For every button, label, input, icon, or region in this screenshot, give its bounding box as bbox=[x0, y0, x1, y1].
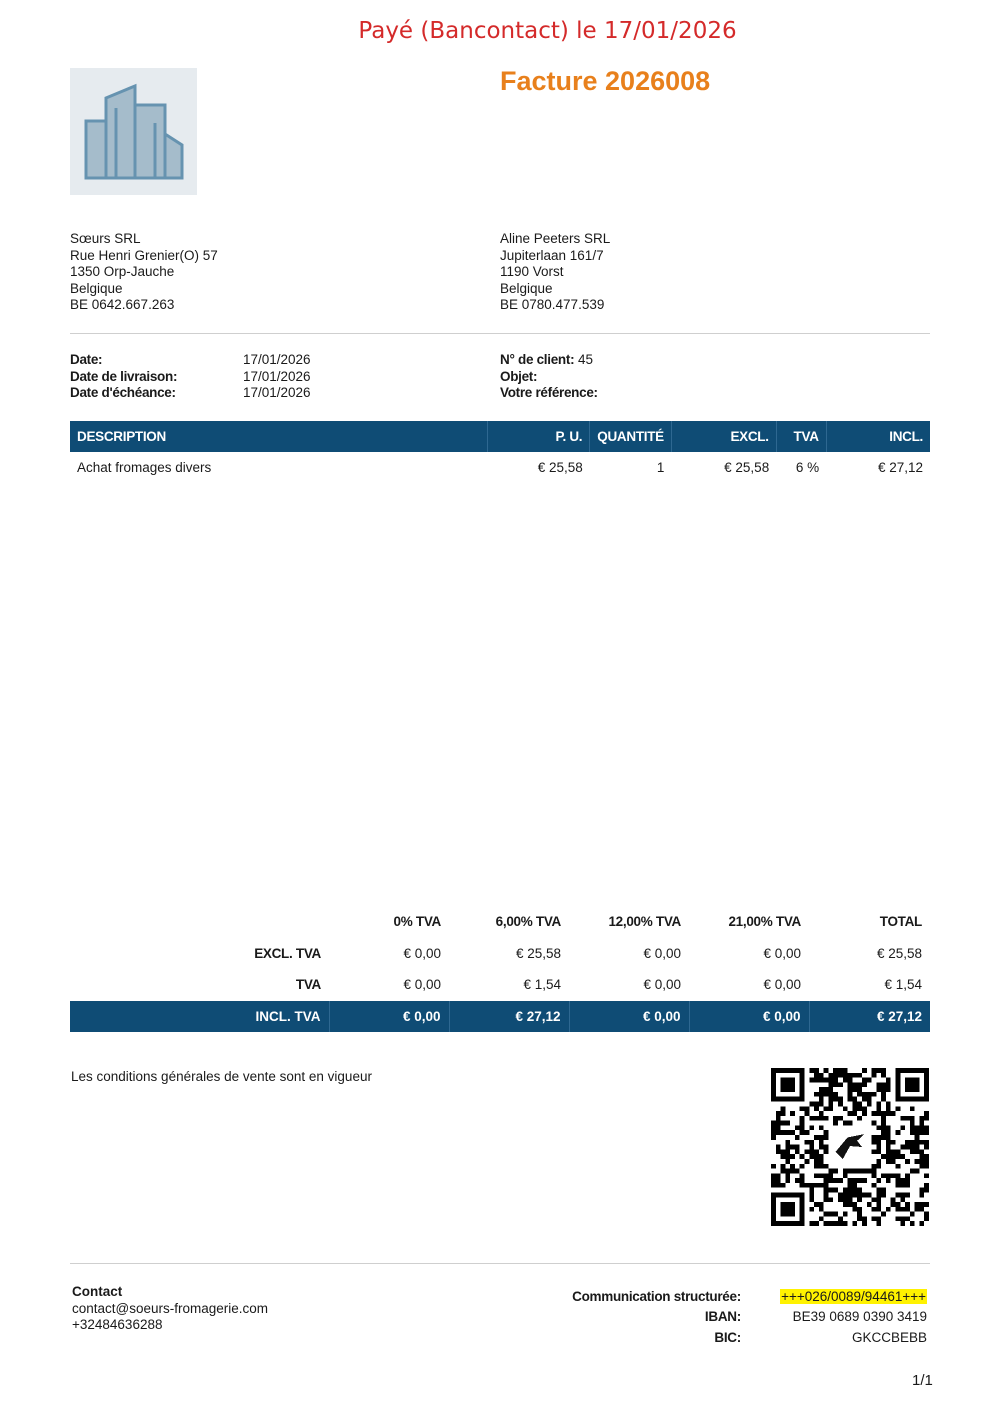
seller-city: 1350 Orp-Jauche bbox=[70, 264, 175, 279]
item-unit-price: € 25,58 bbox=[537, 460, 583, 475]
incl-vat-label: INCL. TVA bbox=[70, 1001, 329, 1033]
structured-communication-value: +++026/0089/94461+++ bbox=[781, 1288, 926, 1304]
excl-vat-label: EXCL. TVA bbox=[254, 945, 321, 961]
contact-block bbox=[72, 1284, 268, 1334]
item-description: Achat fromages divers bbox=[77, 460, 212, 475]
terms-notice: Les conditions générales de vente sont en vigueur bbox=[71, 1069, 372, 1084]
vat-totals-table bbox=[70, 906, 930, 1032]
incl-vat-12: € 0,00 bbox=[569, 1001, 689, 1033]
buyer-city: 1190 Vorst bbox=[500, 264, 564, 279]
items-table bbox=[70, 421, 930, 483]
buyer-street: Jupiterlaan 161/7 bbox=[500, 247, 604, 263]
divider-top bbox=[70, 333, 930, 334]
invoice-dates bbox=[70, 352, 311, 402]
bic-value: GKCCBEBB bbox=[851, 1329, 927, 1345]
excl-vat-12: € 0,00 bbox=[643, 945, 681, 961]
date-value: 17/01/2026 bbox=[243, 352, 311, 367]
bic-label: BIC: bbox=[714, 1329, 741, 1345]
buyer-vat: BE 0780.477.539 bbox=[500, 297, 605, 312]
item-excl: € 25,58 bbox=[724, 460, 770, 475]
contact-email: contact@soeurs-fromagerie.com bbox=[72, 1300, 269, 1316]
invoice-title: Facture 2026008 bbox=[500, 66, 711, 96]
header-unit-price: P. U. bbox=[488, 421, 590, 452]
payment-info bbox=[560, 1286, 930, 1348]
header-incl: INCL. bbox=[826, 421, 930, 452]
vat-12: € 0,00 bbox=[643, 977, 681, 993]
page-number: 1/1 bbox=[912, 1372, 933, 1389]
vat-6: € 1,54 bbox=[523, 977, 561, 993]
incl-vat-6: € 27,12 bbox=[449, 1001, 569, 1033]
payment-qr-code bbox=[771, 1068, 929, 1226]
due-date-value: 17/01/2026 bbox=[243, 385, 311, 400]
item-vat: 6 % bbox=[795, 460, 820, 475]
incl-vat-21: € 0,00 bbox=[689, 1001, 809, 1033]
contact-heading: Contact bbox=[72, 1284, 123, 1299]
seller-name: Sœurs SRL bbox=[70, 231, 141, 246]
client-number-value: 45 bbox=[578, 352, 594, 367]
header-vat: TVA bbox=[776, 421, 826, 452]
excl-vat-21: € 0,00 bbox=[763, 945, 801, 961]
header-vat-6: 6,00% TVA bbox=[495, 914, 561, 930]
iban-row bbox=[560, 1307, 930, 1328]
delivery-date-value: 17/01/2026 bbox=[243, 368, 311, 384]
vat-0: € 0,00 bbox=[403, 977, 441, 993]
items-header-row bbox=[70, 421, 930, 452]
bic-row bbox=[560, 1327, 930, 1348]
client-number-label: N° de client: bbox=[500, 352, 575, 367]
contact-phone: +32484636288 bbox=[72, 1317, 163, 1332]
company-logo bbox=[70, 68, 197, 195]
date-label: Date: bbox=[70, 352, 103, 367]
seller-address bbox=[70, 231, 218, 314]
item-incl: € 27,12 bbox=[877, 460, 923, 475]
header-vat-12: 12,00% TVA bbox=[608, 914, 681, 930]
paid-banner: Payé (Bancontact) le 17/01/2026 bbox=[358, 18, 737, 44]
reference-label: Votre référence: bbox=[500, 385, 598, 400]
vat-21: € 0,00 bbox=[763, 977, 801, 993]
header-description: DESCRIPTION bbox=[70, 421, 488, 452]
vat-total: € 1,54 bbox=[884, 977, 922, 993]
seller-country: Belgique bbox=[70, 280, 123, 296]
seller-street: Rue Henri Grenier(O) 57 bbox=[70, 247, 218, 263]
header-vat-0: 0% TVA bbox=[393, 914, 441, 930]
header-quantity: QUANTITÉ bbox=[590, 421, 672, 452]
vat-label: TVA bbox=[295, 977, 321, 993]
object-label: Objet: bbox=[500, 368, 538, 384]
iban-value: BE39 0689 0390 3419 bbox=[792, 1309, 927, 1325]
divider-bottom bbox=[70, 1263, 930, 1264]
iban-label: IBAN: bbox=[704, 1309, 741, 1325]
vat-row bbox=[70, 969, 930, 1001]
totals-header-row bbox=[70, 906, 930, 938]
structured-communication-row bbox=[560, 1286, 930, 1307]
seller-vat: BE 0642.667.263 bbox=[70, 297, 175, 312]
client-info bbox=[500, 352, 598, 402]
item-quantity: 1 bbox=[656, 460, 665, 475]
table-row bbox=[70, 452, 930, 483]
qr-code-icon bbox=[771, 1068, 929, 1226]
excl-vat-0: € 0,00 bbox=[403, 945, 441, 961]
header-vat-21: 21,00% TVA bbox=[728, 914, 801, 930]
incl-vat-total: € 27,12 bbox=[809, 1001, 930, 1033]
totals-header-empty bbox=[70, 906, 329, 938]
delivery-date-label: Date de livraison: bbox=[70, 368, 178, 384]
buyer-country: Belgique bbox=[500, 280, 553, 296]
incl-vat-0: € 0,00 bbox=[329, 1001, 449, 1033]
excl-vat-6: € 25,58 bbox=[515, 945, 561, 961]
header-total: TOTAL bbox=[879, 914, 922, 930]
excl-vat-total: € 25,58 bbox=[876, 945, 922, 961]
header-excl: EXCL. bbox=[671, 421, 776, 452]
due-date-label: Date d'échéance: bbox=[70, 385, 176, 400]
buyer-name: Aline Peeters SRL bbox=[500, 231, 611, 246]
incl-vat-row bbox=[70, 1001, 930, 1033]
building-icon bbox=[70, 68, 197, 195]
buyer-address bbox=[500, 231, 610, 314]
structured-communication-label: Communication structurée: bbox=[572, 1288, 741, 1304]
excl-vat-row bbox=[70, 938, 930, 970]
